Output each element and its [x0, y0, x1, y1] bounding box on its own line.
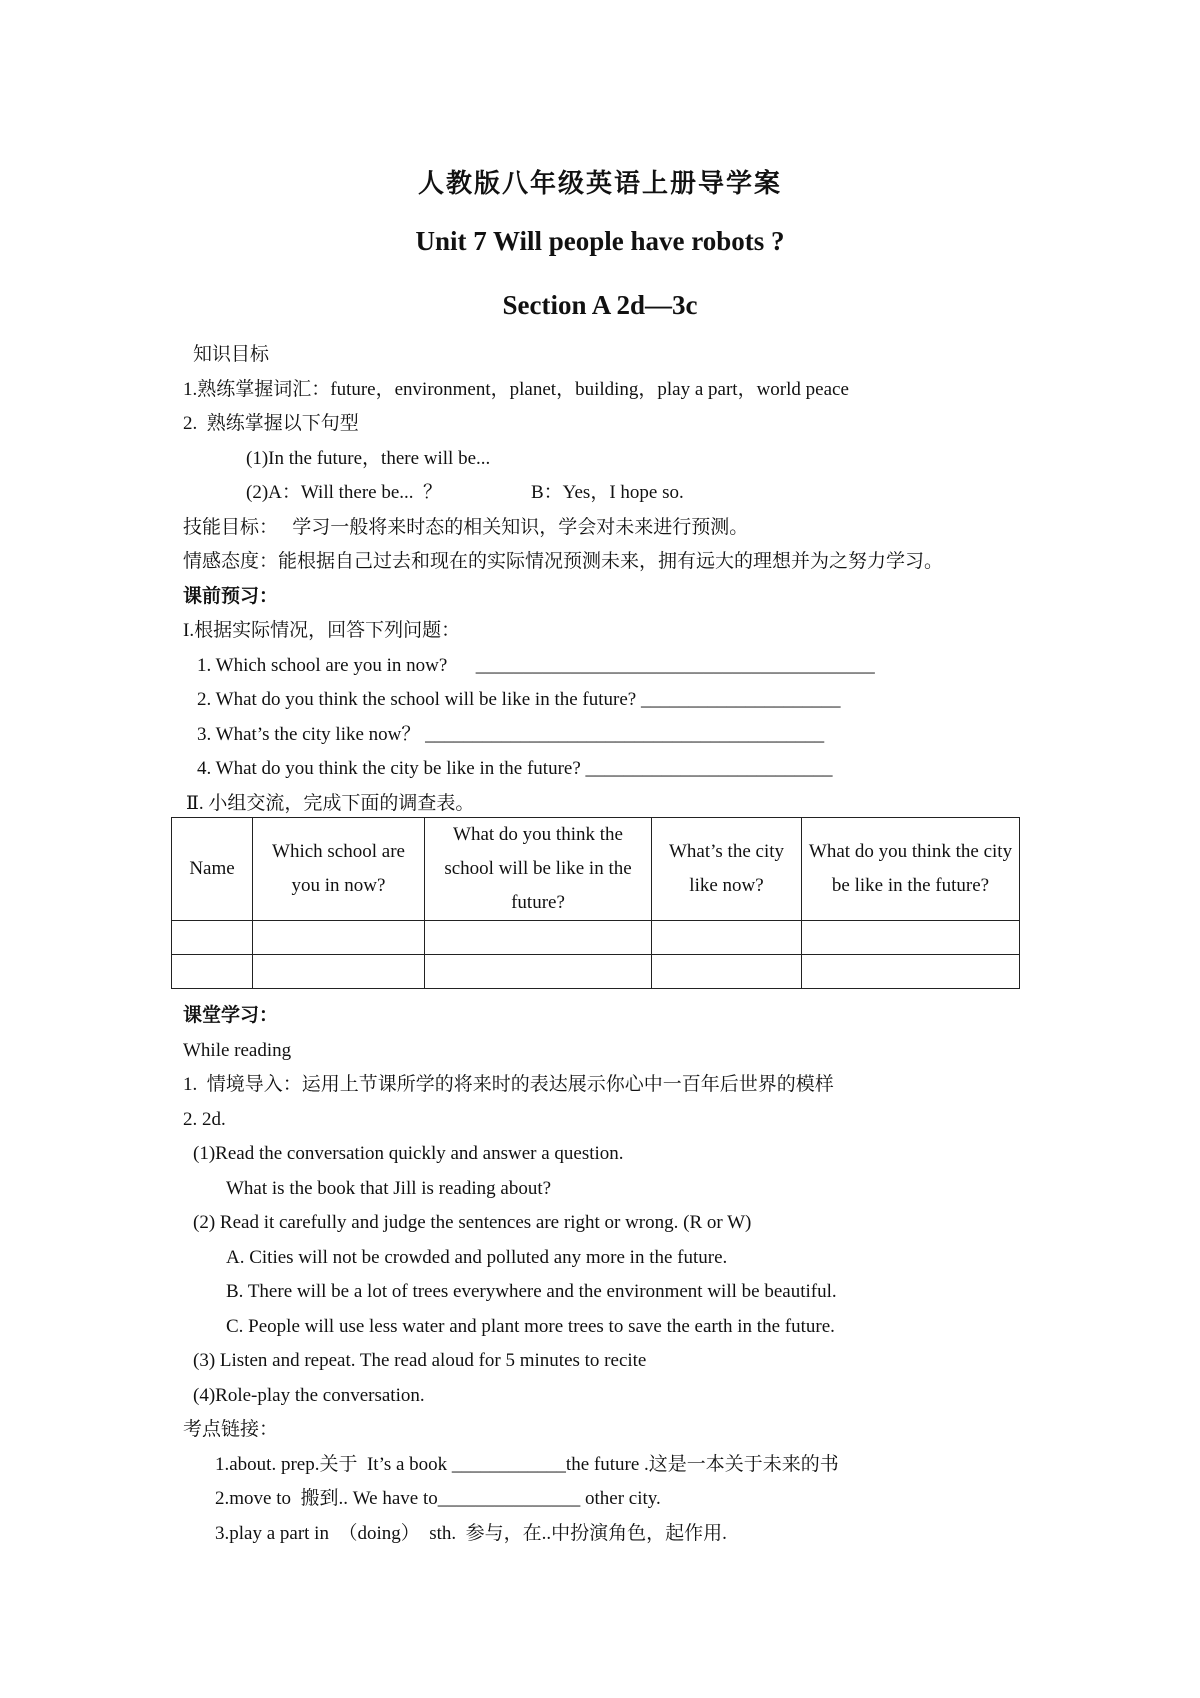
pattern-2-b: B：Yes，I hope so. — [531, 482, 684, 503]
classroom-step-1: 1. 情境导入：运用上节课所学的将来时的表达展示你心中一百年后世界的模样 — [183, 1074, 834, 1095]
table-cell[interactable] — [652, 955, 802, 989]
points-heading: 考点链接： — [183, 1419, 279, 1440]
table-header-row — [172, 818, 1020, 921]
table-cell[interactable] — [172, 921, 253, 955]
preview-heading: 课前预习： — [183, 586, 279, 607]
preview-part2-title: Ⅱ. 小组交流，完成下面的调查表。 — [186, 793, 475, 814]
point-item-3: 3.play a part in （doing） sth. 参与，在..中扮演角色，起作用. — [215, 1523, 727, 1544]
pattern-1: (1)In the future，there will be... — [246, 448, 491, 469]
table-cell[interactable] — [652, 921, 802, 955]
unit-title: Unit 7 Will people have robots ? — [415, 226, 785, 256]
statement-c: C. People will use less water and plant more trees to save the earth in the future. — [226, 1316, 835, 1337]
statement-a: A. Cities will not be crowded and polluted any more in the future. — [226, 1247, 728, 1268]
task-3: (3) Listen and repeat. The read aloud for 5 minutes to recite — [193, 1350, 647, 1371]
header-school-now: Which school are you in now? — [253, 818, 425, 921]
table-row — [172, 921, 1020, 955]
table-cell[interactable] — [802, 921, 1020, 955]
knowledge-item-vocab: 1.熟练掌握词汇：future，environment，planet，building，play a part，world peace — [183, 379, 849, 400]
preview-question-3: 3. What’s the city like now？ __________________________________________ — [197, 724, 825, 745]
table-cell[interactable] — [425, 955, 652, 989]
knowledge-goal-label: 知识目标 — [193, 344, 270, 365]
task-2: (2) Read it carefully and judge the sentences are right or wrong. (R or W) — [193, 1212, 752, 1233]
statement-b: B. There will be a lot of trees everywhere and the environment will be beautiful. — [226, 1281, 837, 1302]
table-cell[interactable] — [802, 955, 1020, 989]
header-city-now: What’s the city like now? — [652, 818, 802, 921]
table-cell[interactable] — [253, 955, 425, 989]
while-reading-label: While reading — [183, 1040, 292, 1061]
preview-question-1: 1. Which school are you in now? __________________________________________ — [197, 655, 875, 676]
task-1: (1)Read the conversation quickly and answer a question. — [193, 1143, 624, 1164]
knowledge-item-patterns: 2. 熟练掌握以下句型 — [183, 413, 359, 434]
table-cell[interactable] — [253, 921, 425, 955]
classroom-step-2: 2. 2d. — [183, 1109, 226, 1130]
survey-table — [171, 817, 1020, 989]
section-title: Section A 2d—3c — [502, 290, 698, 320]
skill-goal: 技能目标： 学习一般将来时态的相关知识，学会对未来进行预测。 — [183, 517, 749, 538]
page-title: 人教版八年级英语上册导学案 — [417, 169, 782, 198]
attitude-goal: 情感态度：能根据自己过去和现在的实际情况预测未来，拥有远大的理想并为之努力学习。 — [183, 551, 944, 572]
point-item-2: 2.move to 搬到.. We have to_______________ other city. — [215, 1488, 661, 1509]
table-cell[interactable] — [172, 955, 253, 989]
task-1-question: What is the book that Jill is reading about? — [226, 1178, 552, 1199]
table-row — [172, 955, 1020, 989]
pattern-2-a: (2)A：Will there be... ？ — [246, 482, 443, 503]
task-4: (4)Role-play the conversation. — [193, 1385, 425, 1406]
header-school-future: What do you think the school will be like in the future? — [425, 818, 652, 921]
preview-part1-title: I.根据实际情况，回答下列问题： — [183, 620, 461, 641]
point-item-1: 1.about. prep.关于 It’s a book ____________the future .这是一本关于未来的书 — [215, 1454, 839, 1475]
table-cell[interactable] — [425, 921, 652, 955]
preview-question-4: 4. What do you think the city be like in the future? __________________________ — [197, 758, 833, 779]
preview-question-2: 2. What do you think the school will be like in the future? _____________________ — [197, 689, 841, 710]
classroom-heading: 课堂学习： — [183, 1005, 279, 1026]
header-city-future: What do you think the city be like in the future? — [802, 818, 1020, 921]
header-name: Name — [172, 818, 253, 921]
